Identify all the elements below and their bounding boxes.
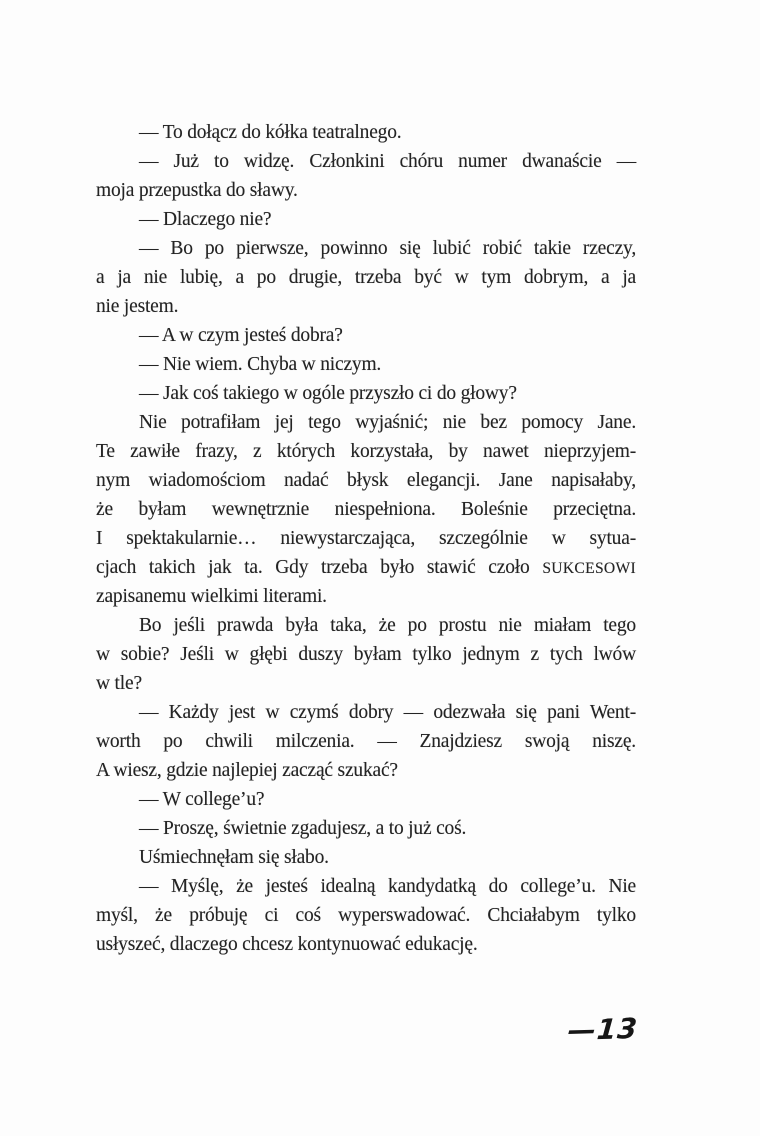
- text-line: cjach takich jak ta. Gdy trzeba było stawić czoło SUKCESOWI: [96, 557, 636, 578]
- text-line: — W college’u?: [139, 789, 265, 810]
- text-line: zapisanemu wielkimi literami.: [96, 586, 327, 607]
- text-line: Uśmiechnęłam się słabo.: [139, 847, 329, 868]
- text-line: usłyszeć, dlaczego chcesz kontynuować edukację.: [96, 934, 478, 955]
- text-line: a ja nie lubię, a po drugie, trzeba być w tym dobrym, a ja: [96, 267, 636, 288]
- text-line: — Każdy jest w czymś dobry — odezwała się pani Went-: [139, 702, 636, 723]
- text-line: — Już to widzę. Członkini chóru numer dwanaście —: [139, 151, 636, 172]
- text-line: Bo jeśli prawda była taka, że po prostu nie miałam tego: [139, 615, 636, 636]
- text-line: w tle?: [96, 673, 142, 694]
- text-line: Nie potrafiłam jej tego wyjaśnić; nie bez pomocy Jane.: [139, 412, 636, 433]
- text-line: I spektakularnie… niewystarczająca, szczególnie w sytua-: [96, 528, 636, 549]
- text-line: — To dołącz do kółka teatralnego.: [139, 122, 402, 143]
- text-line: — A w czym jesteś dobra?: [139, 325, 343, 346]
- text-line: myśl, że próbuję ci coś wyperswadować. Chciałabym tylko: [96, 905, 636, 926]
- text-line: — Dlaczego nie?: [139, 209, 272, 230]
- text-line: A wiesz, gdzie najlepiej zacząć szukać?: [96, 760, 398, 781]
- text-line: — Jak coś takiego w ogóle przyszło ci do głowy?: [139, 383, 517, 404]
- text-line: — Nie wiem. Chyba w niczym.: [139, 354, 382, 375]
- text-line: w sobie? Jeśli w głębi duszy byłam tylko jednym z tych lwów: [96, 644, 636, 665]
- smallcaps-word: SUKCESOWI: [542, 560, 636, 577]
- text-line: — Proszę, świetnie zgadujesz, a to już coś.: [139, 818, 467, 839]
- text-block: [96, 118, 636, 959]
- text-line: — Myślę, że jesteś idealną kandydatką do college’u. Nie: [139, 876, 636, 897]
- text-line: Te zawiłe frazy, z których korzystała, by nawet nieprzyjem-: [96, 441, 636, 462]
- text-line: że byłam wewnętrznie niespełniona. Boleśnie przeciętna.: [96, 499, 636, 520]
- page-number: —13: [566, 1012, 640, 1047]
- text-line: — Bo po pierwsze, powinno się lubić robić takie rzeczy,: [139, 238, 636, 259]
- text-line: nym wiadomościom nadać błysk elegancji. Jane napisałaby,: [96, 470, 636, 491]
- text-line: worth po chwili milczenia. — Znajdziesz swoją niszę.: [96, 731, 636, 752]
- text-line: nie jestem.: [96, 296, 179, 317]
- text-line: moja przepustka do sławy.: [96, 180, 298, 201]
